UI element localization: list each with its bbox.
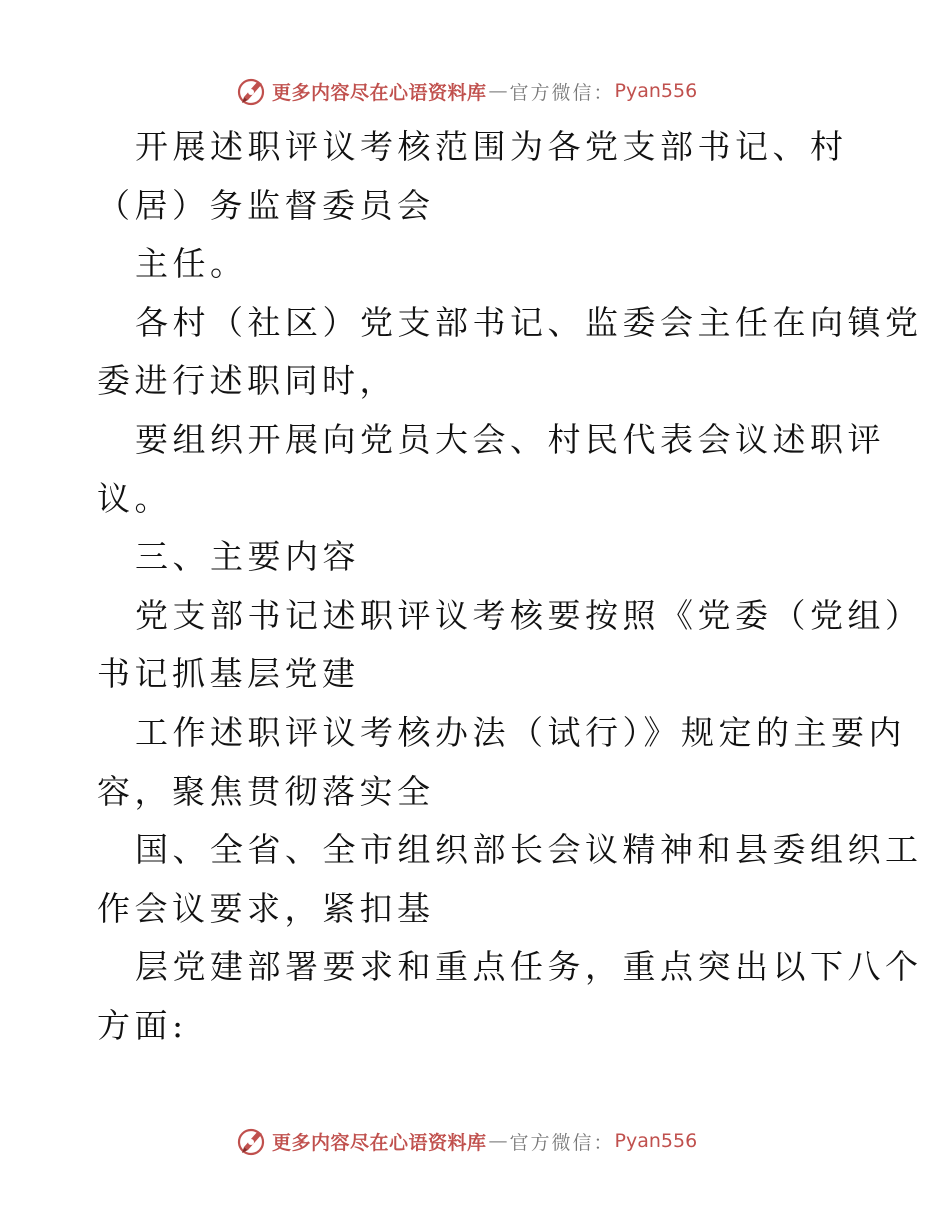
watermark-footer [236,1124,697,1158]
watermark-dash: — [488,80,508,102]
watermark-header [236,74,697,108]
text-line: 作会议要求，紧扣基 [97,888,435,928]
text-line: 各村（社区）党支部书记、监委会主任在向镇党 [135,302,923,342]
watermark-main-text: 更多内容尽在心语资料库 [272,1131,487,1154]
document-body [97,118,923,1056]
pen-logo-icon [236,75,268,107]
watermark-wechat-id: Pyan556 [614,80,698,102]
text-line: 工作述职评议考核办法（试行）》规定的主要内 [135,712,906,752]
text-line: 开展述职评议考核范围为各党支部书记、村 [135,127,848,166]
watermark-main-text: 更多内容尽在心语资料库 [272,81,487,104]
text-line: 国、全省、全市组织部长会议精神和县委组织工 [135,830,923,870]
text-line: 容，聚焦贯彻落实全 [97,771,435,811]
watermark-wechat-id: Pyan556 [614,1130,698,1152]
watermark-wechat-label: 官方微信： [509,81,615,104]
text-line: 议。 [97,478,172,518]
watermark-wechat-label: 官方微信： [509,1131,615,1154]
text-line: 三、主要内容 [135,537,360,577]
text-line: 委进行述职同时， [97,361,397,401]
text-line: 层党建部署要求和重点任务，重点突出以下八个 [135,947,923,987]
text-line: 主任。 [135,244,248,284]
text-line: （居）务监督委员会 [97,185,435,225]
watermark-dash: — [488,1130,508,1152]
text-line: 方面: [97,1005,188,1045]
text-line: 要组织开展向党员大会、村民代表会议述职评 [135,419,885,459]
text-line: 书记抓基层党建 [97,654,360,694]
text-line: 党支部书记述职评议考核要按照《党委（党组） [135,595,923,635]
pen-logo-icon [236,1125,268,1157]
